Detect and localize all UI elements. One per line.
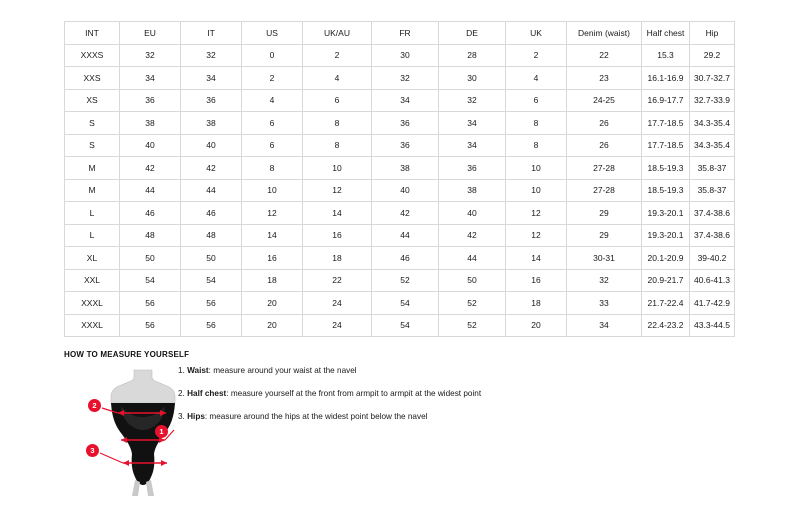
cell-us: 6	[242, 134, 303, 157]
cell-hip: 30.7-32.7	[690, 67, 735, 90]
cell-denim-waist: 26	[567, 134, 642, 157]
cell-denim-waist: 22	[567, 44, 642, 67]
cell-uk: 12	[506, 224, 567, 247]
note-term: Waist	[187, 366, 209, 375]
cell-denim-waist: 29	[567, 202, 642, 225]
cell-half-chest: 19.3-20.1	[642, 224, 690, 247]
table-row	[65, 44, 735, 67]
cell-fr: 40	[372, 179, 439, 202]
cell-eu: 56	[120, 314, 181, 337]
column-header-int: INT	[65, 22, 120, 45]
cell-us: 10	[242, 179, 303, 202]
cell-us: 0	[242, 44, 303, 67]
cell-de: 44	[439, 247, 506, 270]
cell-denim-waist: 32	[567, 269, 642, 292]
cell-de: 52	[439, 292, 506, 315]
column-header-hip: Hip	[690, 22, 735, 45]
cell-hip: 41.7-42.9	[690, 292, 735, 315]
cell-denim-waist: 24-25	[567, 89, 642, 112]
cell-hip: 43.3-44.5	[690, 314, 735, 337]
cell-uk-au: 24	[303, 292, 372, 315]
cell-int: XS	[65, 89, 120, 112]
column-header-fr: FR	[372, 22, 439, 45]
how-to-measure-title: HOW TO MEASURE YOURSELF	[64, 350, 190, 359]
cell-half-chest: 19.3-20.1	[642, 202, 690, 225]
cell-us: 16	[242, 247, 303, 270]
cell-denim-waist: 27-28	[567, 157, 642, 180]
cell-fr: 54	[372, 314, 439, 337]
cell-it: 50	[181, 247, 242, 270]
cell-denim-waist: 29	[567, 224, 642, 247]
cell-eu: 40	[120, 134, 181, 157]
cell-hip: 34.3-35.4	[690, 112, 735, 135]
cell-half-chest: 18.5-19.3	[642, 179, 690, 202]
cell-fr: 42	[372, 202, 439, 225]
marker-3: 3	[86, 444, 99, 457]
cell-it: 32	[181, 44, 242, 67]
table-row	[65, 157, 735, 180]
note-number: 2.	[178, 389, 185, 398]
cell-de: 42	[439, 224, 506, 247]
cell-hip: 37.4-38.6	[690, 202, 735, 225]
cell-half-chest: 16.1-16.9	[642, 67, 690, 90]
cell-denim-waist: 30-31	[567, 247, 642, 270]
cell-uk: 6	[506, 89, 567, 112]
cell-de: 34	[439, 134, 506, 157]
column-header-eu: EU	[120, 22, 181, 45]
cell-fr: 52	[372, 269, 439, 292]
cell-it: 54	[181, 269, 242, 292]
cell-uk: 16	[506, 269, 567, 292]
table-row	[65, 269, 735, 292]
cell-fr: 38	[372, 157, 439, 180]
cell-us: 8	[242, 157, 303, 180]
note-text: : measure around the hips at the widest point below the navel	[204, 412, 428, 421]
cell-uk: 4	[506, 67, 567, 90]
table-row	[65, 314, 735, 337]
marker-2: 2	[88, 399, 101, 412]
cell-eu: 36	[120, 89, 181, 112]
cell-it: 56	[181, 314, 242, 337]
cell-de: 50	[439, 269, 506, 292]
column-header-uk-au: UK/AU	[303, 22, 372, 45]
cell-eu: 50	[120, 247, 181, 270]
cell-denim-waist: 27-28	[567, 179, 642, 202]
note-number: 3.	[178, 412, 185, 421]
cell-hip: 32.7-33.9	[690, 89, 735, 112]
cell-hip: 37.4-38.6	[690, 224, 735, 247]
cell-half-chest: 17.7-18.5	[642, 134, 690, 157]
cell-half-chest: 20.1-20.9	[642, 247, 690, 270]
cell-us: 20	[242, 314, 303, 337]
cell-half-chest: 22.4-23.2	[642, 314, 690, 337]
cell-hip: 39-40.2	[690, 247, 735, 270]
cell-eu: 54	[120, 269, 181, 292]
note-text: : measure around your waist at the navel	[208, 366, 357, 375]
cell-fr: 34	[372, 89, 439, 112]
cell-eu: 38	[120, 112, 181, 135]
cell-uk-au: 2	[303, 44, 372, 67]
table-row	[65, 292, 735, 315]
note-term: Half chest	[187, 389, 227, 398]
cell-int: S	[65, 112, 120, 135]
cell-fr: 30	[372, 44, 439, 67]
cell-it: 36	[181, 89, 242, 112]
column-header-it: IT	[181, 22, 242, 45]
cell-int: XXXS	[65, 44, 120, 67]
cell-us: 4	[242, 89, 303, 112]
cell-uk-au: 24	[303, 314, 372, 337]
cell-it: 34	[181, 67, 242, 90]
cell-uk-au: 12	[303, 179, 372, 202]
cell-eu: 32	[120, 44, 181, 67]
cell-fr: 36	[372, 134, 439, 157]
column-header-half-chest: Half chest	[642, 22, 690, 45]
cell-denim-waist: 33	[567, 292, 642, 315]
cell-de: 38	[439, 179, 506, 202]
marker-1: 1	[155, 425, 168, 438]
cell-us: 20	[242, 292, 303, 315]
cell-uk-au: 22	[303, 269, 372, 292]
cell-hip: 35.8-37	[690, 157, 735, 180]
cell-fr: 54	[372, 292, 439, 315]
cell-int: XXS	[65, 67, 120, 90]
cell-uk-au: 14	[303, 202, 372, 225]
cell-eu: 46	[120, 202, 181, 225]
cell-it: 46	[181, 202, 242, 225]
cell-de: 40	[439, 202, 506, 225]
cell-int: M	[65, 179, 120, 202]
cell-us: 14	[242, 224, 303, 247]
table-row	[65, 67, 735, 90]
measure-note-half-chest	[178, 388, 598, 400]
cell-hip: 40.6-41.3	[690, 269, 735, 292]
cell-int: M	[65, 157, 120, 180]
cell-it: 42	[181, 157, 242, 180]
cell-half-chest: 18.5-19.3	[642, 157, 690, 180]
cell-uk: 12	[506, 202, 567, 225]
cell-hip: 35.8-37	[690, 179, 735, 202]
column-header-de: DE	[439, 22, 506, 45]
cell-uk: 10	[506, 179, 567, 202]
cell-us: 18	[242, 269, 303, 292]
cell-half-chest: 17.7-18.5	[642, 112, 690, 135]
cell-uk: 20	[506, 314, 567, 337]
column-header-denim-waist: Denim (waist)	[567, 22, 642, 45]
cell-uk-au: 16	[303, 224, 372, 247]
cell-it: 48	[181, 224, 242, 247]
cell-eu: 42	[120, 157, 181, 180]
cell-uk-au: 8	[303, 134, 372, 157]
table-row	[65, 89, 735, 112]
cell-hip: 34.3-35.4	[690, 134, 735, 157]
column-header-us: US	[242, 22, 303, 45]
cell-de: 34	[439, 112, 506, 135]
cell-int: XXL	[65, 269, 120, 292]
cell-us: 6	[242, 112, 303, 135]
cell-de: 36	[439, 157, 506, 180]
table-row	[65, 179, 735, 202]
cell-us: 2	[242, 67, 303, 90]
table-row	[65, 134, 735, 157]
cell-fr: 46	[372, 247, 439, 270]
cell-eu: 56	[120, 292, 181, 315]
cell-uk-au: 4	[303, 67, 372, 90]
cell-it: 44	[181, 179, 242, 202]
cell-denim-waist: 23	[567, 67, 642, 90]
note-text: : measure yourself at the front from armpit to armpit at the widest point	[226, 389, 482, 398]
cell-half-chest: 20.9-21.7	[642, 269, 690, 292]
cell-uk-au: 18	[303, 247, 372, 270]
cell-uk: 8	[506, 134, 567, 157]
cell-int: XXXL	[65, 314, 120, 337]
cell-half-chest: 21.7-22.4	[642, 292, 690, 315]
cell-denim-waist: 34	[567, 314, 642, 337]
table-header-row	[65, 22, 735, 45]
cell-it: 56	[181, 292, 242, 315]
cell-de: 52	[439, 314, 506, 337]
cell-fr: 44	[372, 224, 439, 247]
cell-int: S	[65, 134, 120, 157]
cell-half-chest: 15.3	[642, 44, 690, 67]
size-chart-table-wrapper	[64, 21, 734, 337]
cell-fr: 32	[372, 67, 439, 90]
measure-notes	[178, 365, 598, 434]
cell-int: XL	[65, 247, 120, 270]
size-chart-table	[64, 21, 735, 337]
table-row	[65, 202, 735, 225]
cell-int: L	[65, 202, 120, 225]
cell-uk: 18	[506, 292, 567, 315]
cell-uk: 10	[506, 157, 567, 180]
cell-uk: 14	[506, 247, 567, 270]
cell-int: L	[65, 224, 120, 247]
note-number: 1.	[178, 366, 185, 375]
cell-eu: 48	[120, 224, 181, 247]
cell-int: XXXL	[65, 292, 120, 315]
cell-it: 38	[181, 112, 242, 135]
cell-it: 40	[181, 134, 242, 157]
cell-de: 28	[439, 44, 506, 67]
cell-uk-au: 10	[303, 157, 372, 180]
measure-note-hips	[178, 411, 598, 423]
cell-uk-au: 6	[303, 89, 372, 112]
measure-note-waist	[178, 365, 598, 377]
cell-eu: 44	[120, 179, 181, 202]
table-row	[65, 224, 735, 247]
cell-half-chest: 16.9-17.7	[642, 89, 690, 112]
cell-eu: 34	[120, 67, 181, 90]
cell-us: 12	[242, 202, 303, 225]
cell-uk-au: 8	[303, 112, 372, 135]
cell-de: 32	[439, 89, 506, 112]
note-term: Hips	[187, 412, 205, 421]
cell-uk: 2	[506, 44, 567, 67]
cell-hip: 29.2	[690, 44, 735, 67]
column-header-uk: UK	[506, 22, 567, 45]
table-row	[65, 112, 735, 135]
cell-denim-waist: 26	[567, 112, 642, 135]
cell-uk: 8	[506, 112, 567, 135]
cell-fr: 36	[372, 112, 439, 135]
table-row	[65, 247, 735, 270]
cell-de: 30	[439, 67, 506, 90]
